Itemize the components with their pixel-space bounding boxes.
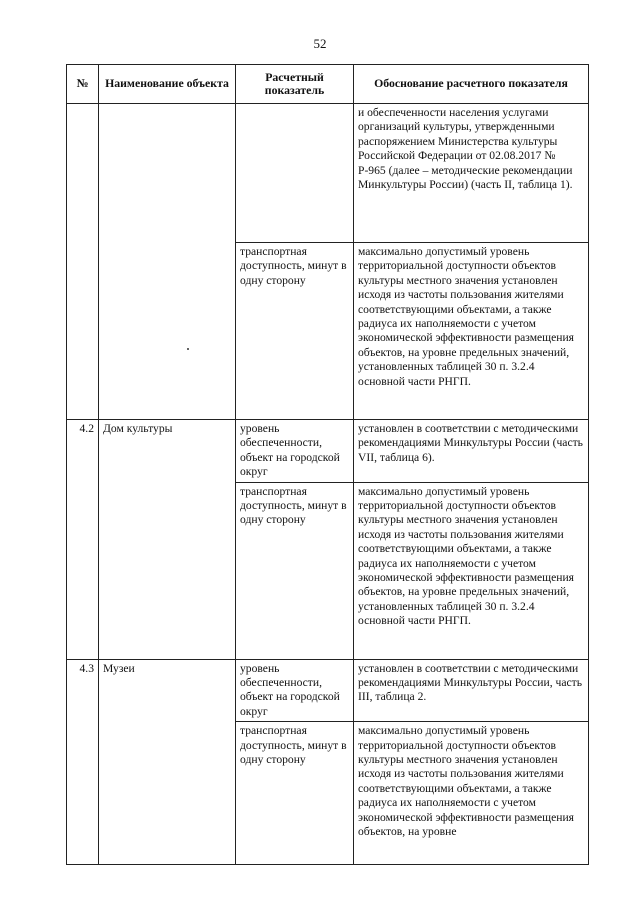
row-indicator: транспортная доступность, минут в одну сторону bbox=[236, 243, 354, 420]
row-basis: и обеспеченности населения услугами организаций культуры, утвержденными распоряжением Министерства культуры Российской Федерации от 02.08.2017 № Р-965 (далее – методические рекомендации Минкультуры России) (часть II, таблица 1). bbox=[354, 104, 589, 243]
row-num: 4.3 bbox=[67, 659, 99, 865]
row-basis: максимально допустимый уровень территориальной доступности объектов культуры местного значения установлен исходя из частоты пользования жителями соответствующими объектами, а также радиуса их наполняемости с учетом экономической эффективности размещения объектов, на уровне предельных значений, установленных таблицей 30 п. 3.2.4 основной части РНГП. bbox=[354, 482, 589, 659]
row-name: Музеи bbox=[99, 659, 236, 865]
row-basis: максимально допустимый уровень территориальной доступности объектов культуры местного значения установлен исходя из частоты пользования жителями соответствующими объектами, а также радиуса их наполняемости с учетом экономической эффективности размещения объектов, на уровне bbox=[354, 722, 589, 865]
stray-dot-mark bbox=[187, 348, 189, 350]
row-indicator: уровень обеспеченности, объект на городской округ bbox=[236, 659, 354, 722]
row-indicator: транспортная доступность, минут в одну сторону bbox=[236, 482, 354, 659]
header-name: Наименование объекта bbox=[99, 65, 236, 104]
header-num: № bbox=[67, 65, 99, 104]
table-row bbox=[67, 420, 589, 483]
objects-table bbox=[66, 64, 589, 865]
row-name: Дом культуры bbox=[99, 420, 236, 660]
row-basis: максимально допустимый уровень территориальной доступности объектов культуры местного значения установлен исходя из частоты пользования жителями соответствующими объектами, а также радиуса их наполняемости с учетом экономической эффективности размещения объектов, на уровне предельных значений, установленных таблицей 30 п. 3.2.4 основной части РНГП. bbox=[354, 243, 589, 420]
row-num bbox=[67, 104, 99, 420]
row-basis: установлен в соответствии с методическими рекомендациями Минкультуры России (часть VII, таблица 6). bbox=[354, 420, 589, 483]
row-num: 4.2 bbox=[67, 420, 99, 660]
row-indicator: транспортная доступность, минут в одну сторону bbox=[236, 722, 354, 865]
table-row bbox=[67, 104, 589, 243]
table-header-row bbox=[67, 65, 589, 104]
row-name bbox=[99, 104, 236, 420]
table-row bbox=[67, 659, 589, 722]
header-basis: Обоснование расчетного показателя bbox=[354, 65, 589, 104]
row-indicator bbox=[236, 104, 354, 243]
row-indicator: уровень обеспеченности, объект на городской округ bbox=[236, 420, 354, 483]
page-number: 52 bbox=[313, 36, 327, 51]
header-indicator: Расчетный показатель bbox=[236, 65, 354, 104]
row-basis: установлен в соответствии с методическими рекомендациями Минкультуры России, часть III, таблица 2. bbox=[354, 659, 589, 722]
